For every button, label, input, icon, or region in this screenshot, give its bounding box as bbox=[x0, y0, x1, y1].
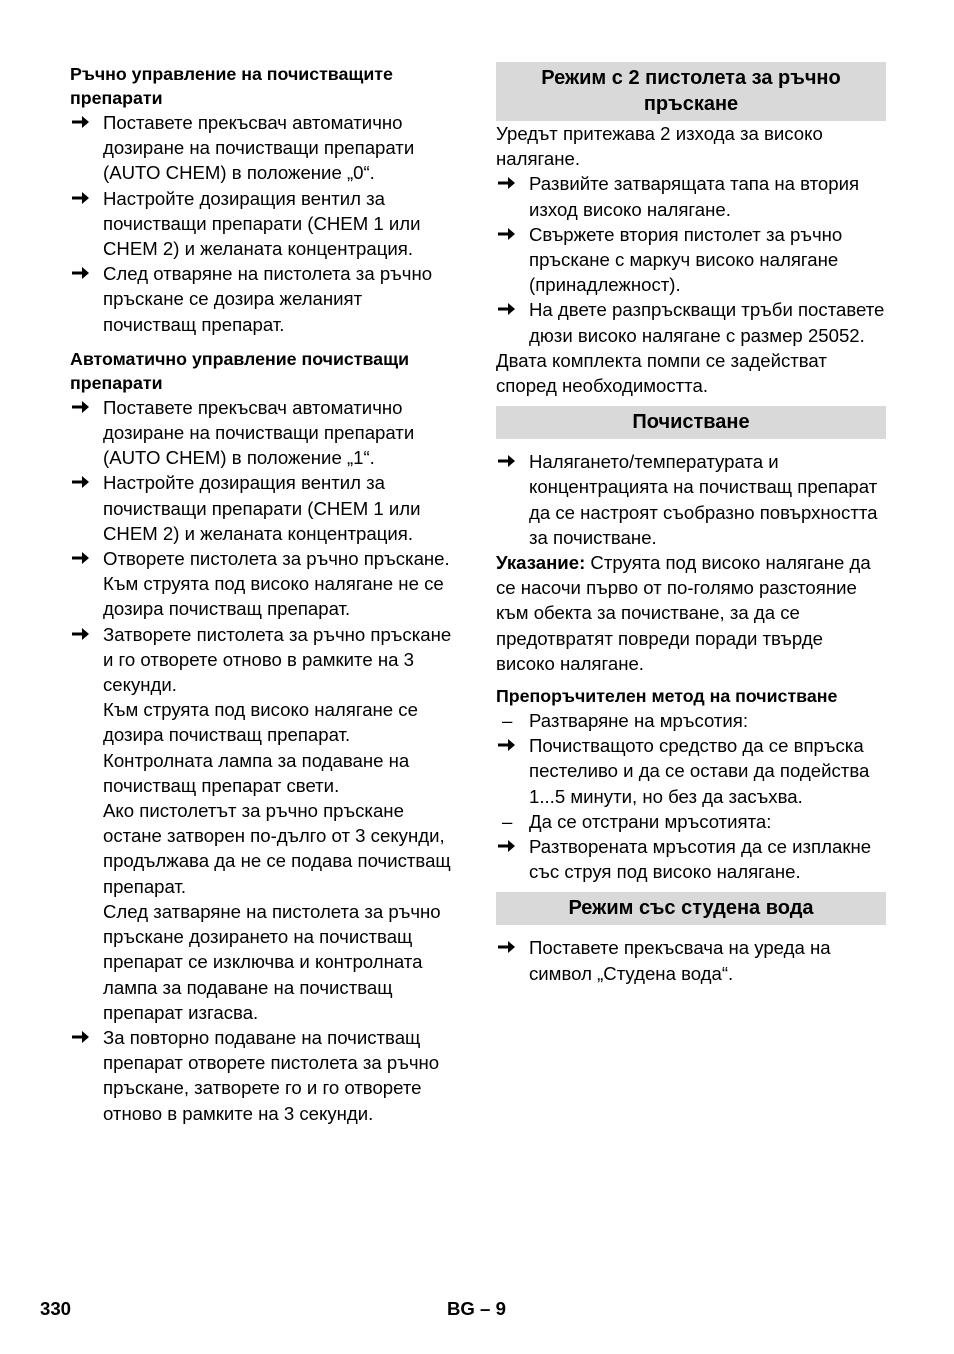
arrow-right-icon bbox=[498, 449, 522, 468]
list-item bbox=[496, 935, 886, 985]
note-paragraph bbox=[496, 550, 886, 676]
list-item bbox=[496, 733, 886, 809]
dash-item-text: Разтваряне на мръсотия: bbox=[529, 710, 749, 732]
list-item bbox=[70, 261, 460, 337]
result-note: Контролната лампа за подаване на почистващ препарат свети. bbox=[103, 749, 410, 796]
list-item bbox=[70, 546, 460, 571]
list-item bbox=[70, 110, 460, 186]
list-item-text: За повторно подаване на почистващ препарат отворете пистолета за ръчно пръскане, затворете го и го отворете отново в рамките на 3 секунди. bbox=[103, 1026, 440, 1124]
list-item-text: Налягането/температурата и концентрацията на почистващ препарат да се настроят съобразно повърхността за почистване. bbox=[529, 451, 878, 548]
arrow-right-icon bbox=[72, 395, 96, 414]
paragraph: Уредът притежава 2 изхода за високо налягане. bbox=[496, 123, 823, 170]
list-item bbox=[70, 395, 460, 471]
arrow-right-icon bbox=[72, 261, 96, 280]
result-note: Към струята под високо налягане се дозира почистващ препарат. bbox=[103, 699, 418, 746]
paragraph: Двата комплекта помпи се задействат според необходимостта. bbox=[496, 349, 827, 397]
left-column bbox=[70, 62, 460, 1126]
dash-icon: – bbox=[502, 810, 513, 832]
list-item bbox=[496, 171, 886, 221]
dash-item bbox=[496, 809, 886, 834]
dash-icon: – bbox=[502, 710, 513, 732]
list-item-text: Поставете прекъсвач автоматично дозиране на почистващи препарати (AUTO CHEM) в положение „0“. bbox=[103, 112, 415, 184]
list-item bbox=[496, 449, 886, 550]
auto-dosing-heading: Автоматично управление почистващи препарати bbox=[70, 348, 410, 393]
list-item-text: Поставете прекъсвач автоматично дозиране на почистващи препарати (AUTO CHEM) в положение „1“. bbox=[103, 396, 415, 469]
dash-item bbox=[496, 708, 886, 733]
list-item-text: На двете разпръскващи тръби поставете дюзи високо налягане с размер 25052. bbox=[529, 299, 885, 346]
list-item-text: След отваряне на пистолета за ръчно пръскане се дозира желаният почистващ препарат. bbox=[103, 263, 433, 335]
list-item bbox=[70, 470, 460, 546]
result-note: Ако пистолетът за ръчно пръскане остане затворен по-дълго от 3 секунди, продължава да не се подава почистващ препарат. bbox=[103, 800, 451, 897]
result-note: След затваряне на пистолета за ръчно пръскане дозирането на почистващ препарат се изключва и контролната лампа за подаване на почистващ препарат изгасва. bbox=[103, 900, 441, 1023]
list-item-text: Настройте дозиращия вентил за почистващи препарати (CHEM 1 или CHEM 2) и желаната концентрация. bbox=[103, 472, 421, 544]
dash-item-text: Да се отстрани мръсотията: bbox=[529, 810, 772, 832]
arrow-right-icon bbox=[498, 297, 522, 316]
cold-water-section-heading: Режим със студена вода bbox=[496, 892, 886, 925]
list-item-text: Развийте затварящата тапа на втория изход високо налягане. bbox=[529, 173, 860, 220]
list-item-text: Поставете прекъсвача на уреда на символ „Студена вода“. bbox=[529, 937, 831, 984]
arrow-right-icon bbox=[72, 470, 96, 489]
list-item bbox=[70, 1025, 460, 1126]
method-heading: Препоръчителен метод на почистване bbox=[496, 686, 838, 707]
arrow-right-icon bbox=[72, 186, 96, 205]
cleaning-section-heading: Почистване bbox=[496, 406, 886, 439]
arrow-right-icon bbox=[72, 622, 96, 641]
list-item-text: Отворете пистолета за ръчно пръскане. bbox=[103, 548, 450, 570]
list-item-text: Свържете втория пистолет за ръчно пръскане с маркуч високо налягане (принадлежност). bbox=[529, 223, 843, 296]
arrow-right-icon bbox=[498, 222, 522, 241]
result-note: Към струята под високо налягане не се дозира почистващ препарат. bbox=[103, 573, 444, 620]
list-item bbox=[496, 297, 886, 347]
list-item-text: Почистващото средство да се впръска пестеливо и да се остави да подейства 1...5 минути, но без да засъхва. bbox=[529, 735, 870, 807]
list-item bbox=[70, 622, 460, 698]
arrow-right-icon bbox=[498, 834, 522, 853]
note-label: Указание: bbox=[496, 552, 586, 574]
arrow-right-icon bbox=[72, 1025, 96, 1044]
arrow-right-icon bbox=[498, 733, 522, 752]
section-label: BG – 9 bbox=[447, 1298, 506, 1319]
two-guns-section-heading: Режим с 2 пистолета за ръчно пръскане bbox=[496, 62, 886, 121]
note-text: Струята под високо налягане да се насочи първо от по-голямо разстояние към обекта за почистване, за да се предотвратят повреди поради твърде високо налягане. bbox=[496, 552, 871, 674]
page-number: 330 bbox=[40, 1298, 72, 1319]
arrow-right-icon bbox=[72, 546, 96, 565]
list-item-text: Разтворената мръсотия да се изплакне със струя под високо налягане. bbox=[529, 836, 872, 883]
arrow-right-icon bbox=[498, 935, 522, 954]
right-column bbox=[496, 62, 886, 986]
list-item-text: Затворете пистолета за ръчно пръскане и го отворете отново в рамките на 3 секунди. bbox=[103, 623, 452, 696]
list-item bbox=[496, 834, 886, 884]
list-item-text: Настройте дозиращия вентил за почистващи препарати (CHEM 1 или CHEM 2) и желаната концентрация. bbox=[103, 187, 421, 260]
arrow-right-icon bbox=[72, 110, 96, 129]
arrow-right-icon bbox=[498, 171, 522, 190]
list-item bbox=[70, 186, 460, 262]
manual-dosing-heading: Ръчно управление на почистващите препарати bbox=[70, 64, 393, 108]
list-item bbox=[496, 222, 886, 298]
